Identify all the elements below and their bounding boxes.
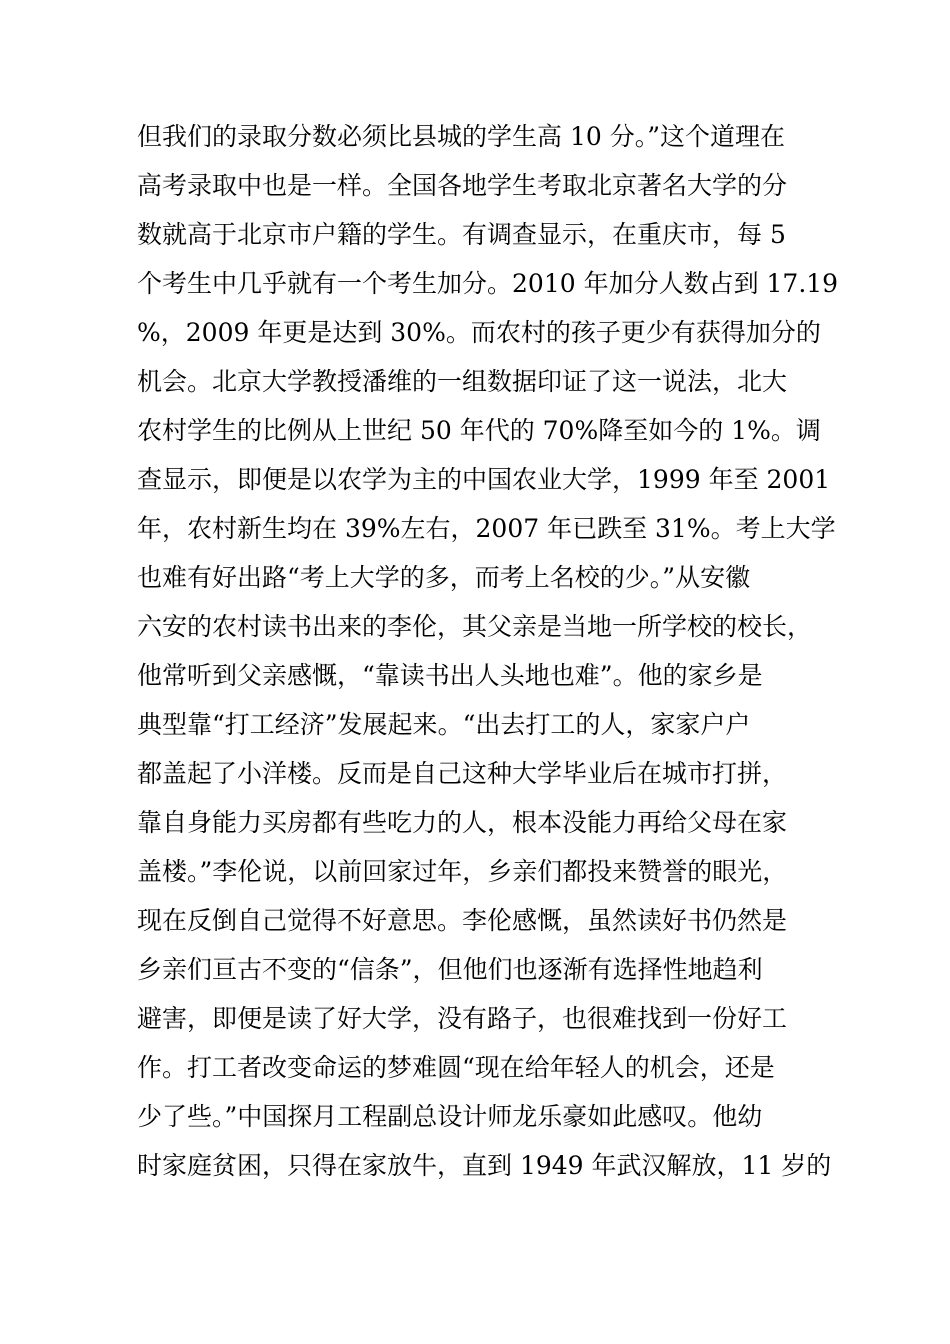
text-line: 靠自身能力买房都有些吃力的人，根本没能力再给父母在家: [137, 808, 788, 837]
text-line: 高考录取中也是一样。全国各地学生考取北京著名大学的分: [137, 171, 788, 200]
text-line: 年，农村新生均在 39%左右，2007 年已跌至 31%。考上大学: [137, 514, 836, 543]
text-line: 六安的农村读书出来的李伦，其父亲是当地一所学校的校长，: [137, 612, 813, 641]
body-text: [137, 112, 839, 1190]
text-line: 乡亲们亘古不变的“信条”，但他们也逐渐有选择性地趋利: [137, 955, 763, 984]
text-line: 但我们的录取分数必须比县城的学生高 10 分。”这个道理在: [137, 122, 785, 151]
text-line: 盖楼。”李伦说，以前回家过年，乡亲们都投来赞誉的眼光，: [137, 857, 788, 886]
text-line: 时家庭贫困，只得在家放牛，直到 1949 年武汉解放，11 岁的: [137, 1151, 832, 1180]
text-line: 避害，即便是读了好大学，没有路子，也很难找到一份好工: [137, 1004, 788, 1033]
text-line: 也难有好出路“考上大学的多，而考上名校的少。”从安徽: [137, 563, 751, 592]
text-line: 都盖起了小洋楼。反而是自己这种大学毕业后在城市打拼，: [137, 759, 788, 788]
text-line: 机会。北京大学教授潘维的一组数据印证了这一说法，北大: [137, 367, 788, 396]
text-line: 作。打工者改变命运的梦难圆“现在给年轻人的机会，还是: [137, 1053, 775, 1082]
text-line: 少了些。”中国探月工程副总设计师龙乐豪如此感叹。他幼: [137, 1102, 763, 1131]
text-line: 个考生中几乎就有一个考生加分。2010 年加分人数占到 17.19: [137, 269, 839, 298]
text-line: %，2009 年更是达到 30%。而农村的孩子更少有获得加分的: [137, 318, 821, 347]
text-line: 典型靠“打工经济”发展起来。“出去打工的人，家家户户: [137, 710, 751, 739]
text-line: 查显示，即便是以农学为主的中国农业大学，1999 年至 2001: [137, 465, 831, 494]
text-line: 他常听到父亲感慨，“靠读书出人头地也难”。他的家乡是: [137, 661, 763, 690]
text-line: 农村学生的比例从上世纪 50 年代的 70%降至如今的 1%。调: [137, 416, 821, 445]
text-line: 现在反倒自己觉得不好意思。李伦感慨，虽然读好书仍然是: [137, 906, 788, 935]
text-line: 数就高于北京市户籍的学生。有调查显示，在重庆市，每 5: [137, 220, 786, 249]
